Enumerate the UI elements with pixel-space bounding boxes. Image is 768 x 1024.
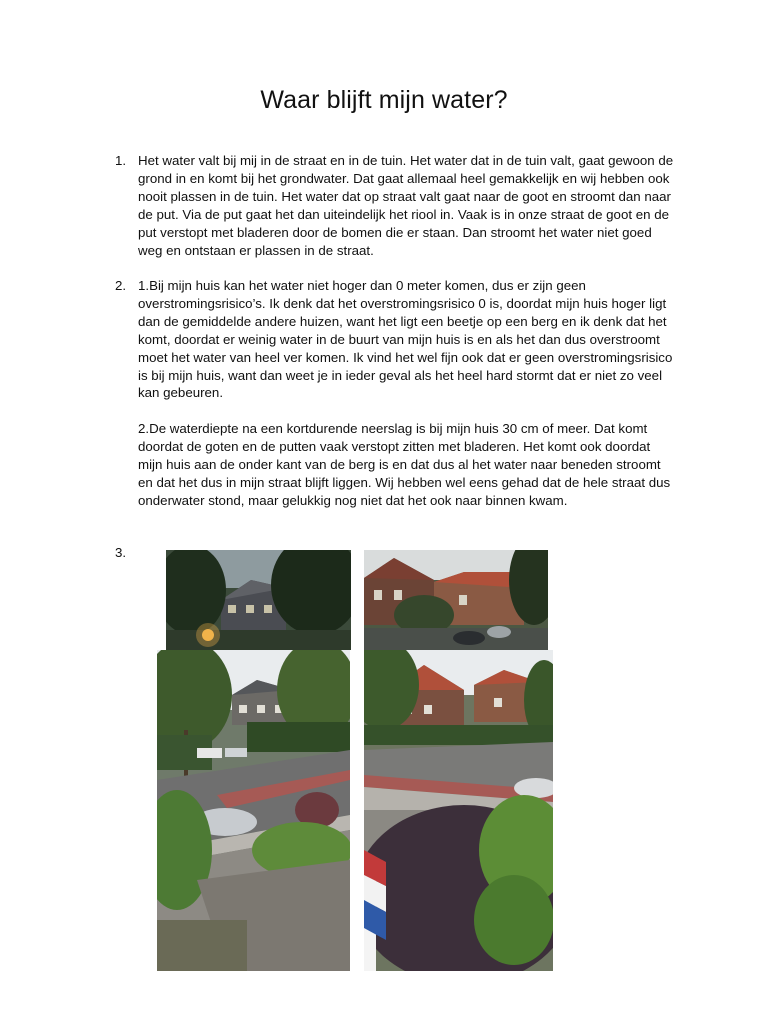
photo-street-view-left <box>157 650 350 971</box>
paragraph: Het water valt bij mij in de straat en in de tuin. Het water dat in de tuin valt, gaat gewoon de grond in en komt bij het grondwater. Dat gaat allemaal heel gemakkelijk en wij hebben ook nooit plassen in de tuin. Het water dat op straat valt gaat naar de goot en stroomt dan naar de put. Via de put gaat het dan uiteindelijk het riool in. Vaak is in onze straat de goot en de put verstopt met bladeren door de bomen die er staan. Dan stroomt het water niet goed weg en ontstaan er plassen in de straat. <box>138 153 674 258</box>
document-title: Waar blijft mijn water? <box>260 86 508 114</box>
paragraph: 2.De waterdiepte na een kortdurende neerslag is bij mijn huis 30 cm of meer. Dat komt doordat de goten en de putten vaak verstopt zitten met bladeren. Het komt ook doordat mijn huis aan de onder kant van de berg is en dat dus al het water naar beneden stroomt en dat het dus in mijn straat blijft liggen. Wij hebben wel eens gehad dat de hele straat dus onderwater stond, maar gelukkig nog niet dat het ook naar binnen kwam. <box>138 421 671 508</box>
list-number: 1. <box>115 153 127 168</box>
list-number: 2. <box>115 278 127 293</box>
list-number: 3. <box>115 545 127 560</box>
photo-street-houses-right-top <box>364 550 548 650</box>
photo-street-evening-left <box>166 550 351 650</box>
list-item-1 <box>115 152 675 259</box>
photo-street-view-right <box>364 650 553 971</box>
paragraph: 1.Bij mijn huis kan het water niet hoger dan 0 meter komen, dus er zijn geen overstromingsrisico’s. Ik denk dat het overstromingsrisico 0 is, doordat mijn huis hoger ligt dan de gemiddelde andere huizen, want het ligt een beetje op een berg en ik denk dat het komt, doordat er weinig water in de buurt van mijn huis is en als het dan dus overstroomt moet het water van heel ver komen. Ik vind het wel fijn ook dat er geen overstromingsrisico is bij mijn huis, want dan weet je in ieder geval als het heel hard stormt dat er niet zo veel kan gebeuren. <box>138 278 673 401</box>
list-item-2 <box>115 277 675 510</box>
